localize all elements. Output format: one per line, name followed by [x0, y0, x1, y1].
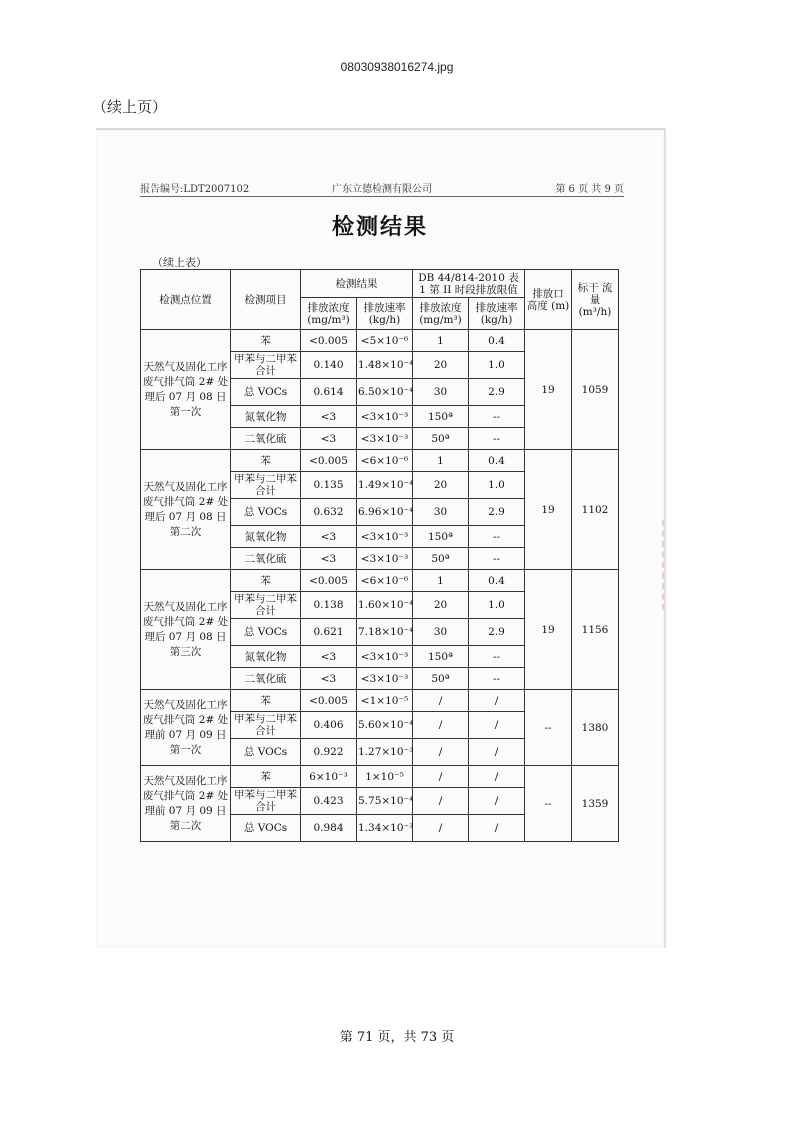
limit-conc-cell: 30 [413, 619, 469, 646]
header-conc: 排放浓度 (mg/m³) [301, 298, 357, 330]
report-header [140, 180, 624, 194]
header-flow: 标干 流量 (m³/h) [572, 270, 619, 330]
limit-rate-cell: 1.0 [469, 592, 525, 619]
limit-conc-cell: 20 [413, 592, 469, 619]
rate-cell: <3×10⁻³ [357, 526, 413, 548]
conc-cell: 0.140 [301, 352, 357, 379]
rate-cell: <6×10⁻⁶ [357, 450, 413, 472]
item-cell: 甲苯与二甲苯合计 [231, 592, 301, 619]
continued-label: （续上页） [92, 98, 168, 116]
table-row [141, 330, 619, 352]
rate-cell: 5.60×10⁻⁴ [357, 712, 413, 739]
limit-conc-cell: 20 [413, 472, 469, 499]
header-limit-rate: 排放速率 (kg/h) [469, 298, 525, 330]
flow-cell: 1380 [572, 690, 619, 766]
limit-conc-cell: 1 [413, 570, 469, 592]
conc-cell: 0.922 [301, 739, 357, 766]
height-cell: 19 [525, 570, 572, 690]
rate-cell: <3×10⁻³ [357, 646, 413, 668]
continued-table-label: （续上表） [152, 256, 207, 269]
conc-cell: <3 [301, 526, 357, 548]
item-cell: 苯 [231, 690, 301, 712]
limit-rate-cell: -- [469, 406, 525, 428]
item-cell: 总 VOCs [231, 499, 301, 526]
limit-rate-cell: 0.4 [469, 450, 525, 472]
limit-rate-cell: 1.0 [469, 472, 525, 499]
limit-rate-cell: 2.9 [469, 499, 525, 526]
rate-cell: <6×10⁻⁶ [357, 570, 413, 592]
header-rate: 排放速率 (kg/h) [357, 298, 413, 330]
rate-cell: <3×10⁻³ [357, 548, 413, 570]
limit-conc-cell: 30 [413, 499, 469, 526]
header-item: 检测项目 [231, 270, 301, 330]
conc-cell: 0.135 [301, 472, 357, 499]
company-name: 广东立德检测有限公司 [332, 184, 432, 195]
rate-cell: 1.27×10⁻³ [357, 739, 413, 766]
location-cell: 天然气及固化工序废气排气筒 2# 处理后 07 月 08 日第二次 [141, 450, 231, 570]
limit-rate-cell: 0.4 [469, 330, 525, 352]
limit-conc-cell: / [413, 712, 469, 739]
conc-cell: <3 [301, 646, 357, 668]
limit-conc-cell: 150ª [413, 526, 469, 548]
flow-cell: 1102 [572, 450, 619, 570]
item-cell: 总 VOCs [231, 815, 301, 842]
item-cell: 总 VOCs [231, 619, 301, 646]
report-title: 检测结果 [331, 214, 428, 240]
height-cell: 19 [525, 330, 572, 450]
conc-cell: 0.138 [301, 592, 357, 619]
item-cell: 氮氧化物 [231, 646, 301, 668]
page-footer: 第 71 页，共 73 页 [339, 1030, 455, 1045]
item-cell: 氮氧化物 [231, 526, 301, 548]
header-limit: DB 44/814-2010 表 1 第 II 时段排放限值 [413, 270, 525, 298]
limit-rate-cell: -- [469, 548, 525, 570]
item-cell: 甲苯与二甲苯合计 [231, 352, 301, 379]
limit-conc-cell: 150ª [413, 406, 469, 428]
flow-cell: 1359 [572, 766, 619, 842]
item-cell: 甲苯与二甲苯合计 [231, 712, 301, 739]
item-cell: 总 VOCs [231, 379, 301, 406]
limit-conc-cell: 50ª [413, 548, 469, 570]
header-height: 排放口 高度 (m) [525, 270, 572, 330]
rate-cell: 1.48×10⁻⁴ [357, 352, 413, 379]
header-location: 检测点位置 [141, 270, 231, 330]
conc-cell: <3 [301, 548, 357, 570]
conc-cell: <0.005 [301, 570, 357, 592]
table-row [141, 690, 619, 712]
height-cell: -- [525, 690, 572, 766]
rate-cell: <3×10⁻³ [357, 668, 413, 690]
item-cell: 甲苯与二甲苯合计 [231, 788, 301, 815]
table-row [141, 766, 619, 788]
limit-rate-cell: 2.9 [469, 619, 525, 646]
conc-cell: 6×10⁻³ [301, 766, 357, 788]
item-cell: 苯 [231, 330, 301, 352]
limit-conc-cell: / [413, 690, 469, 712]
flow-cell: 1156 [572, 570, 619, 690]
report-page: 第 6 页 共 9 页 [555, 184, 624, 195]
location-cell: 天然气及固化工序废气排气筒 2# 处理前 07 月 09 日第一次 [141, 690, 231, 766]
scanned-report-page [96, 128, 666, 948]
item-cell: 苯 [231, 766, 301, 788]
rate-cell: <3×10⁻³ [357, 406, 413, 428]
item-cell: 苯 [231, 570, 301, 592]
conc-cell: 0.984 [301, 815, 357, 842]
location-cell: 天然气及固化工序废气排气筒 2# 处理后 07 月 08 日第一次 [141, 330, 231, 450]
header-divider [140, 196, 624, 197]
item-cell: 甲苯与二甲苯合计 [231, 472, 301, 499]
limit-conc-cell: / [413, 739, 469, 766]
limit-rate-cell: -- [469, 428, 525, 450]
item-cell: 二氧化硫 [231, 548, 301, 570]
table-row [141, 450, 619, 472]
limit-rate-cell: 1.0 [469, 352, 525, 379]
limit-rate-cell: / [469, 690, 525, 712]
limit-conc-cell: / [413, 766, 469, 788]
conc-cell: 0.406 [301, 712, 357, 739]
flow-cell: 1059 [572, 330, 619, 450]
limit-rate-cell: / [469, 788, 525, 815]
conc-cell: 0.621 [301, 619, 357, 646]
location-cell: 天然气及固化工序废气排气筒 2# 处理前 07 月 09 日第二次 [141, 766, 231, 842]
height-cell: 19 [525, 450, 572, 570]
limit-conc-cell: 50ª [413, 428, 469, 450]
limit-conc-cell: 50ª [413, 668, 469, 690]
limit-conc-cell: 1 [413, 330, 469, 352]
limit-conc-cell: 150ª [413, 646, 469, 668]
limit-conc-cell: 20 [413, 352, 469, 379]
conc-cell: 0.632 [301, 499, 357, 526]
header-limit-conc: 排放浓度 (mg/m³) [413, 298, 469, 330]
conc-cell: <3 [301, 406, 357, 428]
conc-cell: <3 [301, 668, 357, 690]
limit-rate-cell: / [469, 739, 525, 766]
limit-conc-cell: / [413, 788, 469, 815]
height-cell: -- [525, 766, 572, 842]
seal-edge-mark [654, 520, 664, 610]
rate-cell: <3×10⁻³ [357, 428, 413, 450]
item-cell: 二氧化硫 [231, 428, 301, 450]
item-cell: 二氧化硫 [231, 668, 301, 690]
conc-cell: <3 [301, 428, 357, 450]
limit-rate-cell: / [469, 712, 525, 739]
results-table [140, 269, 619, 842]
conc-cell: <0.005 [301, 330, 357, 352]
conc-cell: <0.005 [301, 690, 357, 712]
limit-conc-cell: / [413, 815, 469, 842]
item-cell: 总 VOCs [231, 739, 301, 766]
item-cell: 氮氧化物 [231, 406, 301, 428]
rate-cell: 5.75×10⁻⁴ [357, 788, 413, 815]
limit-rate-cell: 0.4 [469, 570, 525, 592]
item-cell: 苯 [231, 450, 301, 472]
conc-cell: 0.614 [301, 379, 357, 406]
limit-rate-cell: / [469, 815, 525, 842]
limit-rate-cell: -- [469, 526, 525, 548]
image-filename: 08030938016274.jpg [340, 60, 454, 74]
rate-cell: 1.34×10⁻³ [357, 815, 413, 842]
rate-cell: 6.50×10⁻⁴ [357, 379, 413, 406]
rate-cell: 1.60×10⁻⁴ [357, 592, 413, 619]
limit-conc-cell: 30 [413, 379, 469, 406]
header-result: 检测结果 [301, 270, 413, 298]
limit-rate-cell: 2.9 [469, 379, 525, 406]
rate-cell: 1.49×10⁻⁴ [357, 472, 413, 499]
rate-cell: 7.18×10⁻⁴ [357, 619, 413, 646]
limit-conc-cell: 1 [413, 450, 469, 472]
limit-rate-cell: / [469, 766, 525, 788]
table-row [141, 570, 619, 592]
conc-cell: 0.423 [301, 788, 357, 815]
rate-cell: <5×10⁻⁶ [357, 330, 413, 352]
conc-cell: <0.005 [301, 450, 357, 472]
rate-cell: 1×10⁻⁵ [357, 766, 413, 788]
report-number: 报告编号:LDT2007102 [140, 184, 250, 195]
location-cell: 天然气及固化工序废气排气筒 2# 处理后 07 月 08 日第三次 [141, 570, 231, 690]
rate-cell: <1×10⁻⁵ [357, 690, 413, 712]
limit-rate-cell: -- [469, 646, 525, 668]
rate-cell: 6.96×10⁻⁴ [357, 499, 413, 526]
limit-rate-cell: -- [469, 668, 525, 690]
